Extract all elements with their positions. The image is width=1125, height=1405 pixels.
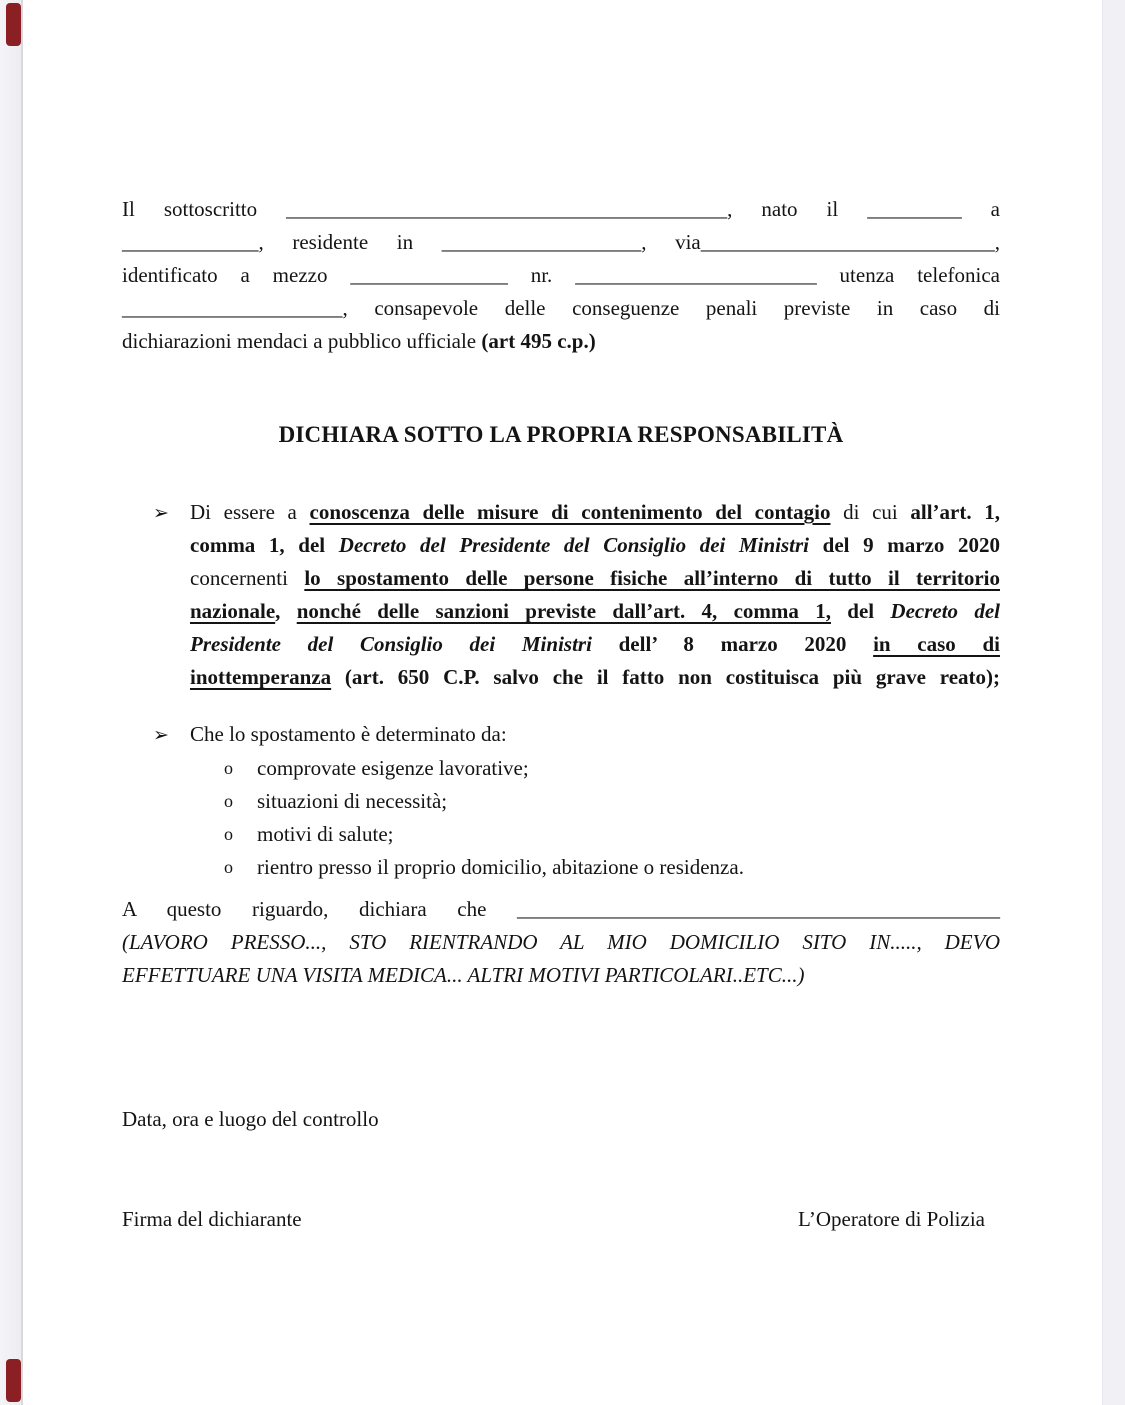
reason-option-label: rientro presso il proprio domicilio, abitazione o residenza.: [257, 855, 744, 879]
text-run: , residente in: [258, 230, 442, 254]
text-line: [122, 959, 1000, 992]
circle-bullet-icon: o: [224, 857, 233, 877]
declaration-blank-line: [122, 893, 1000, 926]
text-run: di cui: [830, 500, 911, 524]
text-run: nonché delle sanzioni previste dall’art. 4, comma 1,: [296, 599, 831, 623]
text-run: a: [961, 197, 1000, 221]
declaration-heading: DICHIARA SOTTO LA PROPRIA RESPONSABILITÀ: [278, 422, 844, 447]
text-line: [190, 529, 1000, 562]
text-line: [122, 926, 1000, 959]
text-run: ______________________________________________: [517, 897, 1000, 921]
text-line: [122, 259, 1000, 292]
text-run: conoscenza delle misure di contenimento del contagio: [309, 500, 831, 524]
text-run: ___________________: [441, 230, 642, 254]
bullet-movement-label: Che lo spostamento è determinato da:: [190, 722, 507, 746]
text-run: dichiarazioni mendaci a pubblico ufficiale: [122, 329, 482, 353]
text-run: identificato a mezzo: [122, 263, 351, 287]
corner-mark-bottom: [6, 1359, 21, 1402]
text-run: Presidente del Consiglio dei Ministri: [190, 632, 592, 656]
text-run: A questo riguardo, dichiara che: [122, 897, 517, 921]
reason-option-label: situazioni di necessità;: [257, 789, 448, 813]
text-run: _______________: [350, 263, 508, 287]
text-run: Il sottoscritto: [122, 197, 287, 221]
text-run: (art. 650 C.P. salvo che il fatto non costituisca più grave reato);: [331, 665, 1000, 689]
intro-paragraph: [122, 0, 1000, 358]
text-run: (art 495 c.p.): [481, 329, 596, 353]
text-run: _______________________: [575, 263, 817, 287]
text-run: _____________: [122, 230, 259, 254]
text-run: , nato il: [727, 197, 868, 221]
text-run: del 9 marzo 2020: [809, 533, 1000, 557]
bullet-item-movement-reason: [122, 718, 1000, 751]
text-line: [190, 562, 1000, 595]
text-line: [122, 226, 1000, 259]
reason-option-label: motivi di salute;: [257, 822, 394, 846]
circle-bullet-icon: o: [224, 824, 233, 844]
text-run: dell’ 8 marzo 2020: [591, 632, 874, 656]
document-page: [23, 0, 1102, 1405]
text-line: [122, 292, 1000, 325]
text-run: utenza telefonica: [816, 263, 1001, 287]
reason-options-list: [122, 752, 1000, 884]
text-run: EFFETTUARE UNA VISITA MEDICA... ALTRI MOTIVI PARTICOLARI..ETC...): [122, 963, 805, 987]
text-run: lo spostamento delle persone fisiche all’interno di tutto il territorio: [304, 566, 1000, 590]
reason-option-return-home: [224, 851, 1000, 884]
signature-row: [122, 1203, 1000, 1236]
reason-option-necessity: [224, 785, 1000, 818]
circle-bullet-icon: o: [224, 758, 233, 778]
text-run: concernenti: [190, 566, 305, 590]
text-run: in caso di: [873, 632, 1000, 656]
viewer-left-gutter: [0, 0, 23, 1405]
text-run: all’art. 1,: [910, 500, 1000, 524]
reason-option-work: [224, 752, 1000, 785]
text-run: , consapevole delle conseguenze penali previste in caso di: [342, 296, 1000, 320]
text-run: Decreto del: [890, 599, 1000, 623]
viewer-right-gutter: [1102, 0, 1125, 1405]
text-run: _________: [867, 197, 962, 221]
bullet-item-knowledge: [122, 496, 1000, 694]
corner-mark-top: [6, 3, 21, 46]
text-run: Di essere a: [190, 500, 310, 524]
text-line: [122, 193, 1000, 226]
text-run: del: [830, 599, 891, 623]
text-run: ,: [275, 599, 297, 623]
text-run: __________________________________________: [286, 197, 728, 221]
bullet-knowledge-text: [190, 496, 1000, 694]
text-run: Decreto del Presidente del Consiglio dei Ministri: [338, 533, 810, 557]
page-content: [122, 0, 1000, 1236]
text-run: nr.: [507, 263, 576, 287]
text-run: nazionale: [190, 599, 276, 623]
text-line: [190, 496, 1000, 529]
police-operator-label: L’Operatore di Polizia: [797, 1207, 985, 1231]
example-note: [122, 926, 1000, 992]
declarant-signature-label: Firma del dichiarante: [122, 1207, 302, 1231]
text-run: _____________________: [122, 296, 343, 320]
text-line: [190, 595, 1000, 628]
text-run: ____________________________: [700, 230, 995, 254]
text-run: ,: [994, 230, 1001, 254]
text-line: [122, 325, 1000, 358]
reason-option-health: [224, 818, 1000, 851]
reason-option-label: comprovate esigenze lavorative;: [257, 756, 529, 780]
arrow-bullet-icon: ➢: [153, 724, 169, 746]
text-run: comma 1, del: [190, 533, 339, 557]
arrow-bullet-icon: ➢: [153, 502, 169, 524]
text-line: [190, 628, 1000, 661]
text-run: , via: [641, 230, 701, 254]
circle-bullet-icon: o: [224, 791, 233, 811]
text-line: [190, 661, 1000, 694]
text-run: (LAVORO PRESSO..., STO RIENTRANDO AL MIO DOMICILIO SITO IN....., DEVO: [122, 930, 1000, 954]
control-datetime-label: Data, ora e luogo del controllo: [122, 1107, 379, 1131]
text-run: inottemperanza: [190, 665, 332, 689]
